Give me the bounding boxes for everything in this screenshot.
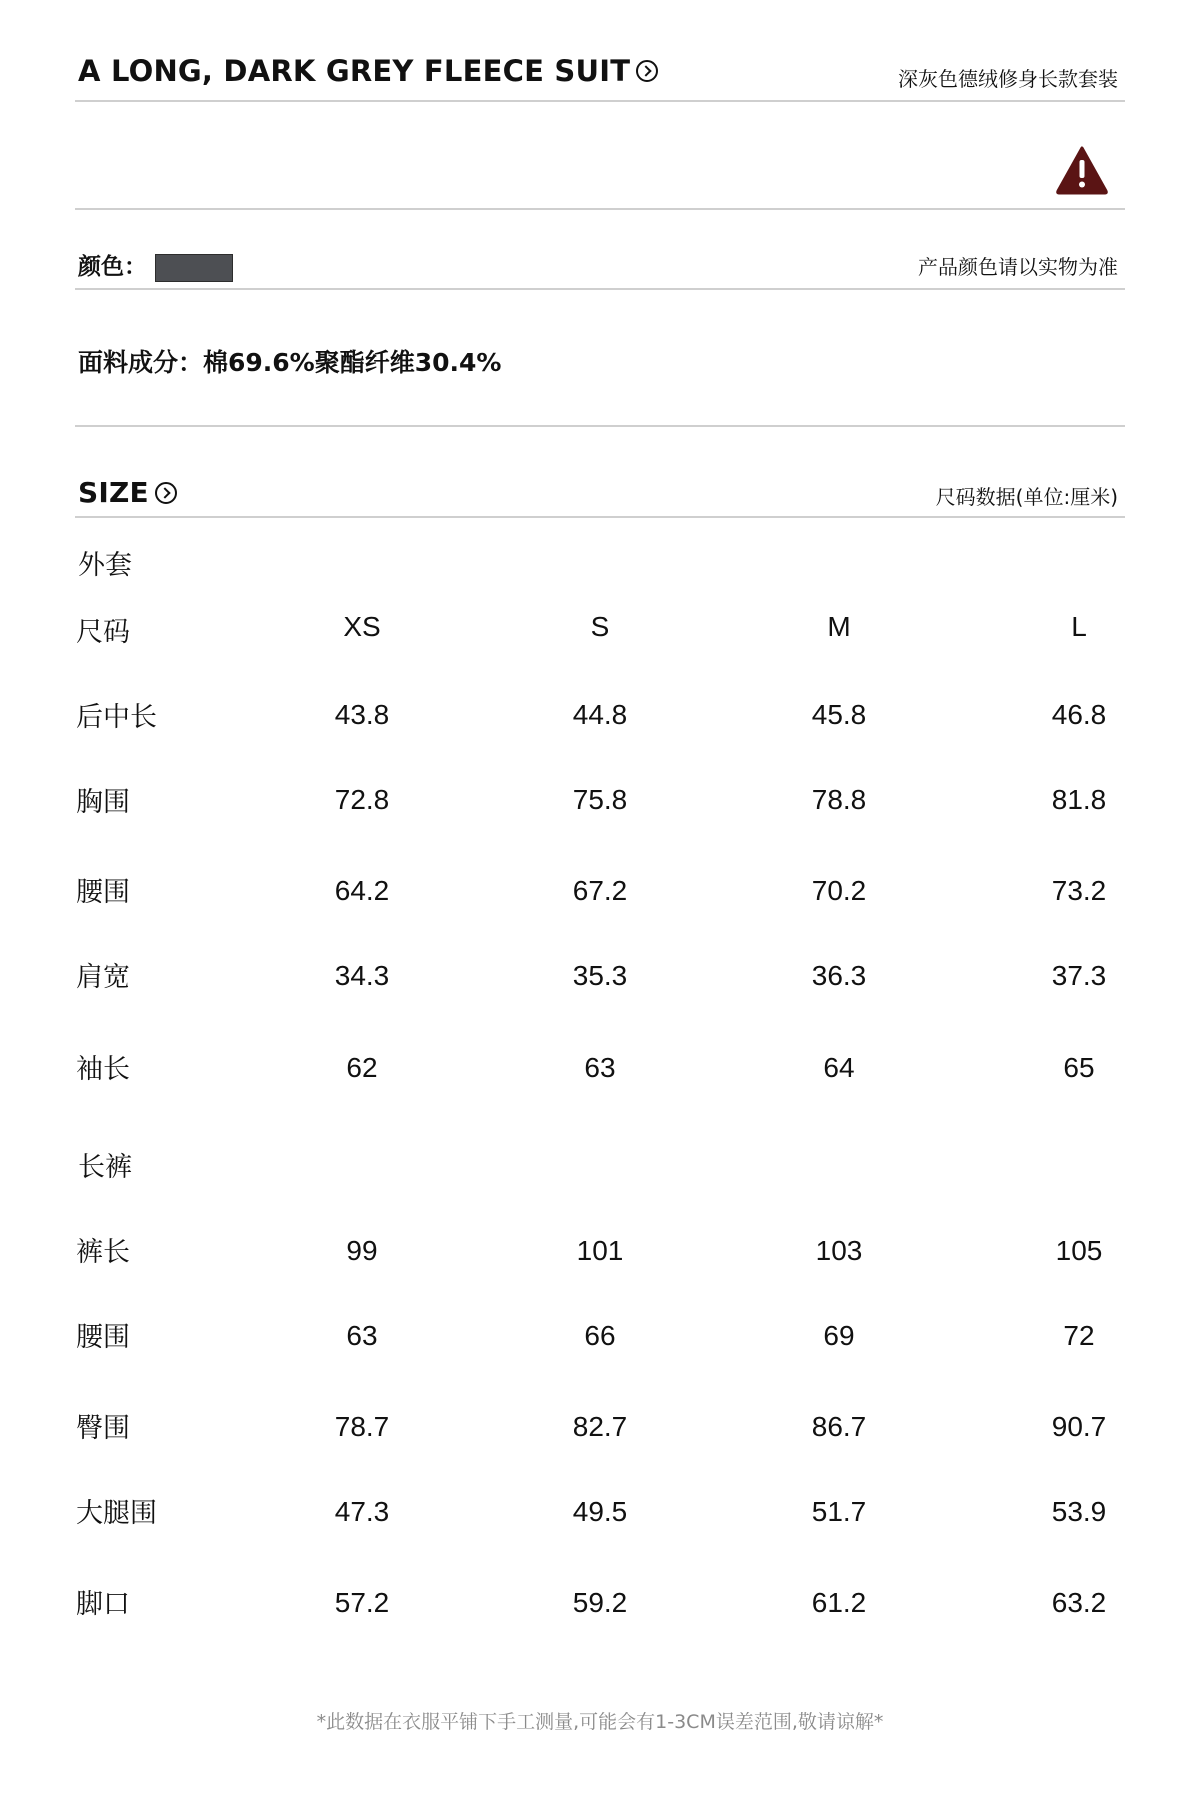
table-cell: 66 — [584, 1320, 616, 1351]
size-title-text: SIZE — [78, 476, 149, 509]
color-swatch — [155, 254, 233, 282]
table-cell: 69 — [823, 1320, 855, 1351]
table-cell: 73.2 — [1051, 875, 1107, 906]
table-cell: 46.8 — [1051, 699, 1107, 730]
size-section-title — [78, 476, 177, 509]
size-header-xs: XS — [343, 611, 381, 642]
page-subtitle-cn: 深灰色德绒修身长款套装 — [898, 67, 1118, 91]
table-row-label: 腰围 — [76, 877, 130, 908]
table-cell: 72.8 — [334, 784, 390, 815]
table-row-label: 袖长 — [76, 1054, 130, 1085]
divider — [75, 516, 1125, 518]
divider — [75, 425, 1125, 427]
table-row-label: 大腿围 — [76, 1498, 157, 1529]
table-cell: 51.7 — [811, 1496, 867, 1527]
table-row-label: 臀围 — [76, 1413, 130, 1444]
table-cell: 59.2 — [572, 1587, 628, 1618]
table-cell: 72 — [1063, 1320, 1095, 1351]
table-cell: 67.2 — [572, 875, 628, 906]
table-cell: 78.8 — [811, 784, 867, 815]
table-cell: 53.9 — [1051, 1496, 1107, 1527]
table-cell: 82.7 — [572, 1411, 628, 1442]
table-cell: 43.8 — [334, 699, 390, 730]
table-row-label: 肩宽 — [76, 962, 130, 993]
jacket-section-title: 外套 — [78, 550, 132, 581]
chevron-right-icon[interactable] — [155, 482, 177, 504]
table-cell: 86.7 — [811, 1411, 867, 1442]
table-cell: 70.2 — [811, 875, 867, 906]
table-cell: 36.3 — [811, 960, 867, 991]
table-row-label: 后中长 — [76, 702, 157, 733]
table-cell: 35.3 — [572, 960, 628, 991]
table-cell: 63 — [584, 1052, 616, 1083]
table-cell: 37.3 — [1051, 960, 1107, 991]
page-title — [78, 54, 658, 88]
table-row-label: 脚口 — [76, 1589, 130, 1620]
table-cell: 49.5 — [572, 1496, 628, 1527]
table-cell: 47.3 — [334, 1496, 390, 1527]
table-cell: 63.2 — [1051, 1587, 1107, 1618]
table-cell: 101 — [576, 1235, 624, 1266]
table-row-label: 裤长 — [76, 1237, 130, 1268]
table-cell: 90.7 — [1051, 1411, 1107, 1442]
color-note: 产品颜色请以实物为准 — [918, 255, 1118, 279]
size-unit-note: 尺码数据(单位:厘米) — [935, 485, 1118, 509]
table-row-label: 胸围 — [76, 787, 130, 818]
table-cell: 99 — [346, 1235, 378, 1266]
table-cell: 44.8 — [572, 699, 628, 730]
table-cell: 45.8 — [811, 699, 867, 730]
table-cell: 78.7 — [334, 1411, 390, 1442]
table-cell: 62 — [346, 1052, 378, 1083]
chevron-right-icon[interactable] — [636, 60, 658, 82]
divider — [75, 288, 1125, 290]
table-cell: 34.3 — [334, 960, 390, 991]
table-cell: 65 — [1063, 1052, 1095, 1083]
size-header-label: 尺码 — [76, 617, 130, 648]
table-row-label: 腰围 — [76, 1322, 130, 1353]
table-cell: 81.8 — [1051, 784, 1107, 815]
table-cell: 64.2 — [334, 875, 390, 906]
table-cell: 75.8 — [572, 784, 628, 815]
pants-section-title: 长裤 — [78, 1152, 132, 1183]
table-cell: 105 — [1055, 1235, 1103, 1266]
table-cell: 61.2 — [811, 1587, 867, 1618]
divider — [75, 208, 1125, 210]
table-cell: 64 — [823, 1052, 855, 1083]
measurement-footnote: *此数据在衣服平铺下手工测量,可能会有1-3CM误差范围,敬请谅解* — [316, 1711, 884, 1733]
warning-triangle-icon — [1055, 145, 1109, 195]
size-header-m: M — [827, 611, 851, 642]
color-label: 颜色： — [78, 254, 147, 280]
table-cell: 103 — [815, 1235, 863, 1266]
fabric-composition: 面料成分：棉69.6%聚酯纤维30.4% — [78, 348, 502, 377]
divider — [75, 100, 1125, 102]
color-row — [78, 248, 233, 282]
table-cell: 63 — [346, 1320, 378, 1351]
table-cell: 57.2 — [334, 1587, 390, 1618]
size-header-l: L — [1071, 611, 1087, 642]
size-header-s: S — [590, 611, 610, 642]
page-title-text: A LONG, DARK GREY FLEECE SUIT — [78, 54, 631, 88]
